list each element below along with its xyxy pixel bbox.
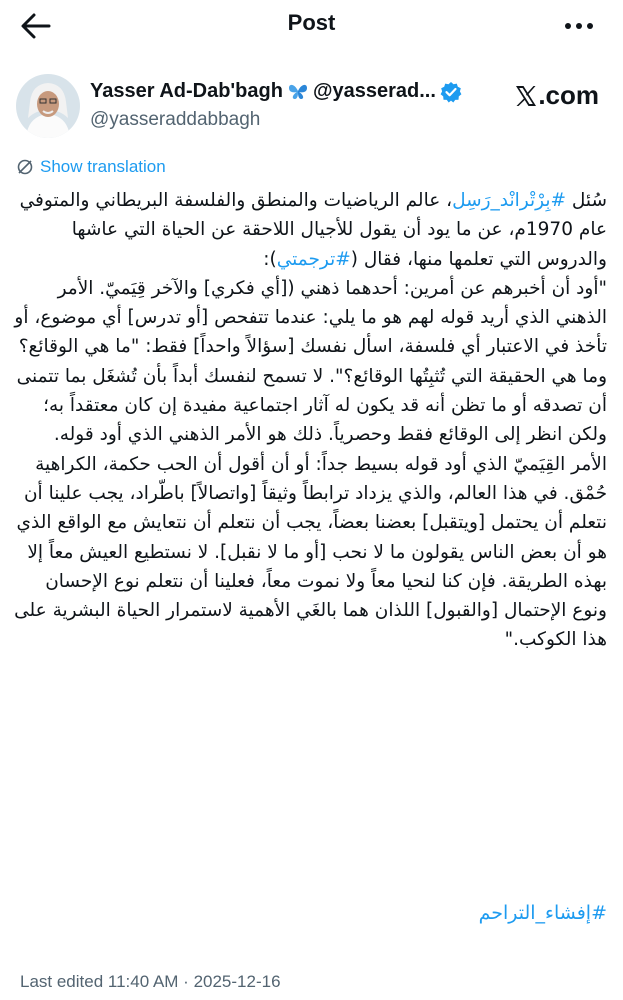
post-text bbox=[14, 186, 607, 655]
post-intro: سُئل bbox=[566, 190, 607, 211]
verified-badge-icon bbox=[440, 81, 462, 103]
show-translation-label: Show translation bbox=[40, 157, 166, 176]
author-handle[interactable]: @yasseraddabbagh bbox=[90, 109, 261, 130]
post-quote: "أود أن أخبرهم عن أمرين: أحدهما ذهني ([أي فكري] والآخر قِيَميّ. الأمر الذهني الذي أريد قوله لهم هو ما يلي: عندما تتفحص [أو تدرس] أي موضوع، أو تأخذ في الاعتبار أي فلسفة، اسأل نفسك [سؤالاً واحداً] فقط: "ما هي الوقائع؟ وما هي الحقيقة التي تُثبِتُها الوقائع؟". لا تسمح لنفسك أبداً بأن تُشغَل بما تتمنى أن تصدقه أو ما تظن أنه قد يكون له آثار اجتماعية مفيدة إن كان معتقداً به؛ ولكن انظر إلى الوقائع فقط وحصرياً. ذلك هو الأمر الذهني الذي أود قوله. الأمر القِيَميّ الذي أود قوله بسيط جداً: أو أن أقول أن الحب حكمة، الكراهية حُمْق. في هذا العالم، والذي يزداد ترابطاً وثيقاً [واتصالاً] باطّراد، يجب علينا أن نتعلم أن يحتمل [ويتقبل] بعضنا بعضاً، يجب أن نتعلم أن نتعايش مع الواقع الذي هو أن بعض الناس يقولون ما لا نحب [أو ما لا نقبل]. لا نستطيع العيش معاً إلا بهذه الطريقة. فإن كنا لنحيا معاً ولا نموت معاً، فعلينا أن نتعلم نوع الإحسان ونوع الإحتمال [والقبول] اللذان هما بالغَي الأهمية لاستمرار الحياة البشرية على هذا الكوكب." bbox=[14, 277, 607, 651]
translate-icon bbox=[16, 158, 34, 176]
more-options-button[interactable] bbox=[561, 12, 597, 40]
x-logo-icon bbox=[514, 84, 538, 108]
show-translation-link[interactable] bbox=[16, 157, 166, 177]
x-com-brand[interactable] bbox=[514, 80, 599, 111]
x-com-label: .com bbox=[538, 80, 599, 110]
post-part2: ): bbox=[263, 248, 277, 270]
hashtag-ifsha[interactable]: #إفشاء_التراحم bbox=[478, 902, 607, 924]
top-bar bbox=[0, 0, 623, 52]
more-dots-icon bbox=[561, 12, 597, 40]
hashtag-russell[interactable]: #بِرْتْرانْد_رَسِل bbox=[452, 190, 567, 211]
author-row bbox=[0, 66, 623, 146]
page-title: Post bbox=[287, 10, 336, 35]
post-part1: ، عالم الرياضيات والمنطق والفلسفة البريطاني والمتوفي عام 1970م، عن ما يود أن يقول للأجيال اللاحقة عن الحياة التي عاشها والدروس التي تعلمها منها، فقال ( bbox=[19, 190, 607, 270]
hashtag-translation[interactable]: #ترجمتي bbox=[276, 248, 351, 270]
author-name[interactable]: Yasser Ad-Dab'bagh bbox=[90, 80, 283, 102]
author-name-line[interactable] bbox=[90, 80, 462, 103]
edited-timestamp[interactable]: Last edited 11:40 AM · 2025-12-16 bbox=[20, 972, 281, 991]
butterfly-icon bbox=[287, 82, 309, 102]
avatar[interactable] bbox=[16, 74, 80, 138]
author-name-handle: @yasserad... bbox=[312, 80, 436, 102]
